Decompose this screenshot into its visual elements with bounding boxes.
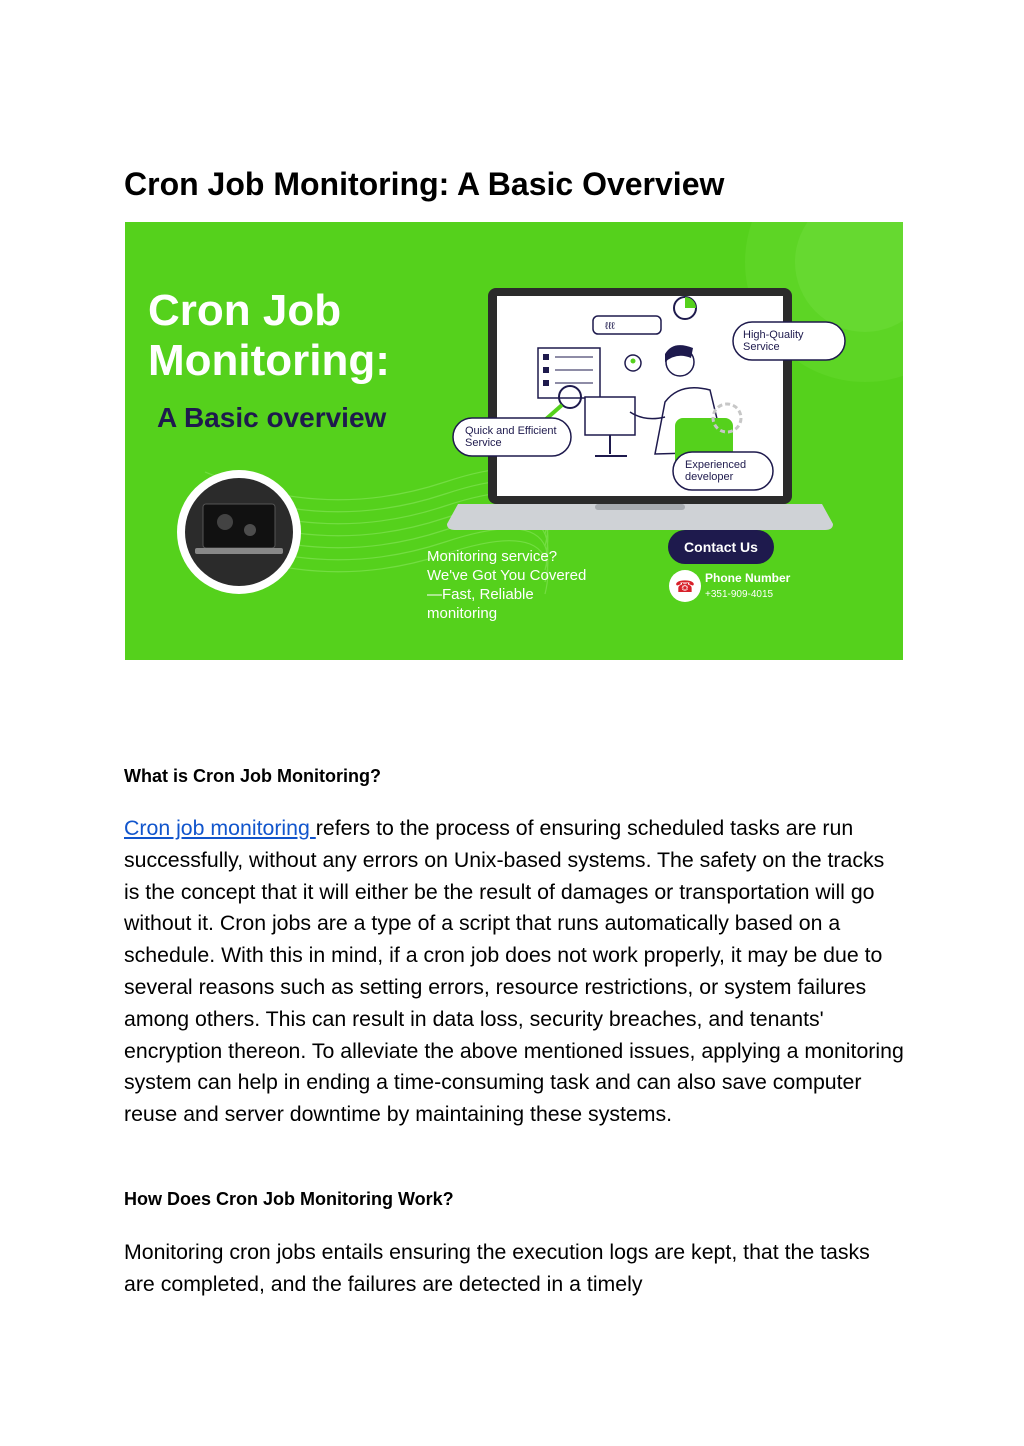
banner-headline-line2: Monitoring: (148, 336, 390, 385)
phone-number: +351-909-4015 (705, 589, 774, 600)
svg-text:developer: developer (685, 471, 734, 483)
svg-text:Service: Service (465, 437, 502, 449)
page-title: Cron Job Monitoring: A Basic Overview (124, 166, 725, 202)
section-heading-what-is: What is Cron Job Monitoring? (124, 766, 381, 786)
svg-text:We've Got You Covered: We've Got You Covered (427, 567, 587, 584)
banner-subheadline: A Basic overview (157, 402, 387, 433)
svg-text:Service: Service (743, 341, 780, 353)
svg-text:Monitoring service?: Monitoring service? (427, 548, 558, 565)
paragraph-text: refers to the process of ensuring scheduled tasks are run successfully, without any errors on Unix-based systems. The safety on the tracks is the concept that it will either be the result of damages or transportation will go without it. Cron jobs are a type of a script that runs automatically based on a schedule. With this in mind, if a cron job does not work properly, it may be due to several reasons such as setting errors, resource restrictions, or system failures among others. This can result in data loss, security breaches, and tenants' encryption thereon. To alleviate the above mentioned issues, applying a monitoring system can help in ending a time-consuming task and can also save computer reuse and server downtime by maintaining these systems. (124, 816, 904, 1127)
svg-text:ℓℓℓ: ℓℓℓ (605, 321, 615, 332)
section-paragraph-how-it-works: Monitoring cron jobs entails ensuring the execution logs are kept, that the tasks are completed, and the failures are detected in a timely (124, 1240, 870, 1296)
cron-job-monitoring-link[interactable]: Cron job monitoring (124, 816, 316, 840)
banner-headline-line1: Cron Job (148, 286, 342, 335)
section-heading-how-it-works: How Does Cron Job Monitoring Work? (124, 1189, 454, 1209)
bubble-high-quality (733, 322, 845, 360)
phone-label: Phone Number (705, 571, 791, 585)
contact-us-label: Contact Us (684, 539, 758, 555)
svg-text:—Fast, Reliable: —Fast, Reliable (427, 586, 534, 603)
monitor-icon (585, 397, 635, 435)
svg-text:High-Quality: High-Quality (743, 329, 804, 341)
hero-banner-image (125, 222, 903, 660)
bubble-experienced-developer (673, 452, 773, 490)
bubble-quick-efficient (453, 418, 571, 456)
svg-text:Quick and Efficient: Quick and Efficient (465, 425, 557, 437)
svg-text:Experienced: Experienced (685, 459, 747, 471)
phone-icon: ☎ (675, 579, 695, 596)
chat-icon (593, 316, 661, 334)
section-paragraph-what-is (124, 813, 904, 1131)
svg-text:monitoring: monitoring (427, 605, 498, 622)
